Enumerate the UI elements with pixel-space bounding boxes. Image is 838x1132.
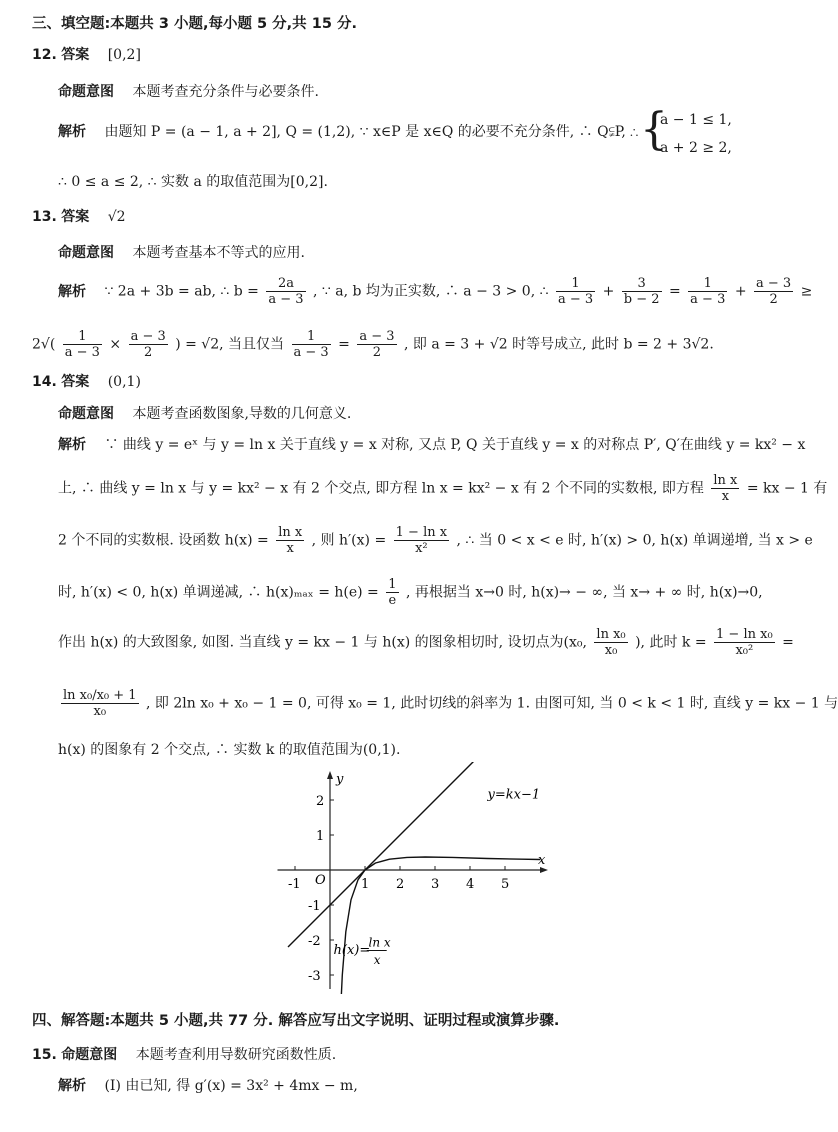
y-axis-arrow [327,771,333,779]
q13-f9-den: 2 [372,345,382,360]
q13-intent-label: 命题意图 [58,245,114,261]
q14-compound-fraction [61,688,139,719]
q15-intent-label: 命题意图 [61,1047,118,1063]
q13-f1-num: 2a [266,276,305,292]
q14-analysis-line4 [58,577,763,608]
x-tick-label: 3 [431,877,440,892]
q15-intent: 本题考查利用导数研究函数性质. [135,1047,337,1063]
q13-answer: √2 [107,209,126,225]
q14-f5-num: ln x₀ [596,627,626,642]
q13-f7-den: 2 [144,345,153,360]
q13-text-a: ∵ 2a + 3b = ab, ∴ b = [104,283,259,300]
q14-intent: 本题考查函数图象,导数的几何意义. [132,406,352,422]
function-graph [255,762,575,1002]
x-tick-label: 2 [396,877,405,892]
q14-f3-den: x² [415,541,428,556]
q13-text-f: ≥ [800,283,813,300]
q14-analysis-label: 解析 [58,437,86,453]
q14-analysis-line5 [58,627,794,658]
q13-analysis-label: 解析 [58,283,86,300]
q13-f6-den: a − 3 [64,345,100,360]
curve-label: h(x)= [333,943,371,958]
q14-text-2b: = kx − 1 有 [746,480,828,497]
q14-fraction-5 [594,627,627,658]
q14-intent-label: 命题意图 [58,406,114,422]
q15-intent-line [32,1046,336,1064]
q13-fraction-9 [357,329,396,360]
q14-text-4b: , 再根据当 x→0 时, h(x)→ − ∞, 当 x→ + ∞ 时, h(x)→0, [405,584,763,601]
x-axis-label: x [538,853,546,868]
q14-text-5a: 作出 h(x) 的大致图象, 如图. 当直线 y = kx − 1 与 h(x) 的图象相切时, 设切点为(x₀, [58,634,587,651]
q13-f3-num: 3 [622,276,662,292]
x-tick-label: 5 [501,877,510,892]
q12-system-line2: a + 2 ≥ 2, [660,140,732,156]
q13-f8-den: a − 3 [293,345,329,360]
q14-analysis-line2 [58,473,827,504]
section4-heading: 四、解答题:本题共 5 小题,共 77 分. 解答应写出文字说明、证明过程或演算步骤. [32,1013,560,1029]
q13-intent-line [58,244,305,262]
q14-cf-den: x₀ [93,704,107,719]
q12-number: 12. [32,47,57,63]
q12-system-brace: { [640,104,668,155]
q13-answer-line [32,208,126,226]
q14-f6-den: x₀² [735,643,754,658]
q13-intent: 本题考查基本不等式的应用. [132,245,305,261]
q13-f5-num: a − 3 [756,276,792,291]
q14-f1-num: ln x [713,473,738,488]
q14-f6-num: 1 − ln x₀ [716,627,773,642]
q14-analysis-line7: h(x) 的图象有 2 个交点, ∴ 实数 k 的取值范围为(0,1). [58,742,401,758]
q14-text-2a: 上, ∴ 曲线 y = ln x 与 y = kx² − x 有 2 个交点, 即方程 ln x = kx² − x 有 2 个不同的实数根, 即方程 [58,480,704,497]
q14-fraction-3 [394,525,449,556]
q14-analysis-line1 [58,436,805,454]
q12-analysis-text1: 由题知 P = (a − 1, a + 2], Q = (1,2), ∵ x∈P 是 x∈Q 的必要不充分条件, ∴ Q⫋P, ∴ [104,124,639,140]
q12-intent-line [58,83,319,101]
q14-text-1: ∵ 曲线 y = eˣ 与 y = ln x 关于直线 y = x 对称, 又点 P, Q 关于直线 y = x 的对称点 P′, Q′在曲线 y = kx² − x [104,437,806,453]
y-tick-label: -1 [308,899,321,914]
q14-answer-line [32,373,141,391]
q14-f4-num: 1 [388,577,397,592]
q13-fraction-6 [63,329,102,360]
q13-fraction-8 [292,329,331,360]
x-tick-label: 4 [466,877,475,892]
q13-f1-den: a − 3 [268,292,304,307]
q13-text-c: + [602,283,615,300]
section3-heading: 三、填空题:本题共 3 小题,每小题 5 分,共 15 分. [32,16,357,32]
q13-text-d: = [668,283,681,300]
q13-fraction-5 [754,276,793,307]
q13-number: 13. [32,209,57,225]
q15-analysis-label: 解析 [58,1078,86,1094]
q14-f2-num: ln x [278,525,303,540]
q14-text-4a: 时, h′(x) < 0, h(x) 单调递减, ∴ h(x)ₘₐₓ = h(e) = [58,584,379,601]
q14-fraction-6 [714,627,775,658]
q14-analysis-line3 [58,525,813,556]
x-tick-label: 1 [361,877,370,892]
q15-number: 15. [32,1047,57,1063]
q13-text-h: × [109,336,122,353]
q12-answer-line [32,46,141,64]
q15-analysis: (Ⅰ) 由已知, 得 g′(x) = 3x² + 4mx − m, [104,1078,358,1094]
q13-f5-den: 2 [769,292,778,307]
q12-analysis-line1 [58,123,638,141]
q12-answer-label: 答案 [61,47,90,63]
q13-answer-label: 答案 [61,209,90,225]
q14-f3-num: 1 − ln x [395,525,448,540]
curve-label-num: ln x [368,935,391,950]
q13-analysis-line2 [32,329,714,360]
q14-f4-den: e [388,593,397,608]
q12-intent: 本题考查充分条件与必要条件. [132,84,319,100]
q14-text-5c: = [782,634,794,651]
q13-text-i: ) = √2, 当且仅当 [175,336,285,353]
q13-f7-num: a − 3 [130,329,166,344]
q13-f4-num: 1 [688,276,727,292]
q12-system-line1: a − 1 ≤ 1, [660,112,732,128]
q14-fraction-2 [276,525,304,556]
q14-text-5b: ), 此时 k = [635,634,707,651]
q14-answer: (0,1) [107,374,141,390]
q13-text-b: , ∵ a, b 均为正实数, ∴ a − 3 > 0, ∴ [313,283,549,300]
q14-f5-den: x₀ [604,643,618,658]
y-tick-label: 2 [316,794,325,809]
q14-number: 14. [32,374,57,390]
q13-text-e: + [734,283,747,300]
y-tick-label: -2 [308,934,321,949]
q14-analysis-line6 [58,688,838,719]
q13-text-g: 2√( [32,336,56,353]
q13-f9-num: a − 3 [359,329,395,344]
q14-fraction-4 [386,577,398,608]
origin-label: O [315,873,326,888]
q14-f1-den: x [721,489,730,504]
q14-cf-num: ln x₀/x₀ + 1 [63,688,137,703]
q13-f8-num: 1 [292,329,331,345]
q14-answer-label: 答案 [61,374,90,390]
y-tick-label: 1 [316,829,325,844]
line-label: y=kx−1 [487,787,541,803]
q12-analysis-label: 解析 [58,124,86,140]
q14-text-3c: , ∴ 当 0 < x < e 时, h′(x) > 0, h(x) 单调递增, 当 x > e [456,532,813,549]
x-tick-label: -1 [288,877,301,892]
q14-text-6b: , 即 2ln x₀ + x₀ − 1 = 0, 可得 x₀ = 1, 此时切线的斜率为 1. 由图可知, 当 0 < k < 1 时, 直线 y = kx − 1 与 [146,695,838,712]
q14-fraction-1 [711,473,739,504]
q13-f4-den: a − 3 [690,292,726,307]
q13-analysis-line1 [58,276,812,307]
q15-analysis-line [58,1077,358,1095]
q13-f2-num: 1 [556,276,595,292]
q12-analysis-line2: ∴ 0 ≤ a ≤ 2, ∴ 实数 a 的取值范围为[0,2]. [58,174,328,190]
q14-intent-line [58,405,351,423]
q13-f2-den: a − 3 [557,292,594,307]
q13-f6-num: 1 [63,329,102,345]
y-tick-label: -3 [308,969,321,984]
q14-text-3b: , 则 h′(x) = [311,532,387,549]
q12-intent-label: 命题意图 [58,84,114,100]
curve-label-den: x [373,952,381,967]
q13-fraction-7 [129,329,168,360]
q13-text-k: , 即 a = 3 + √2 时等号成立, 此时 b = 2 + 3√2. [403,336,714,353]
q14-f2-den: x [286,541,294,556]
q13-fraction-b [266,276,305,307]
q13-text-j: = [338,336,350,353]
y-axis-label: y [336,772,344,787]
q14-text-3a: 2 个不同的实数根. 设函数 h(x) = [58,532,269,549]
q13-fraction-3 [622,276,662,307]
q12-answer: [0,2] [107,47,141,63]
q13-fraction-4 [688,276,727,307]
q13-fraction-2 [556,276,595,307]
q13-f3-den: b − 2 [623,292,660,307]
